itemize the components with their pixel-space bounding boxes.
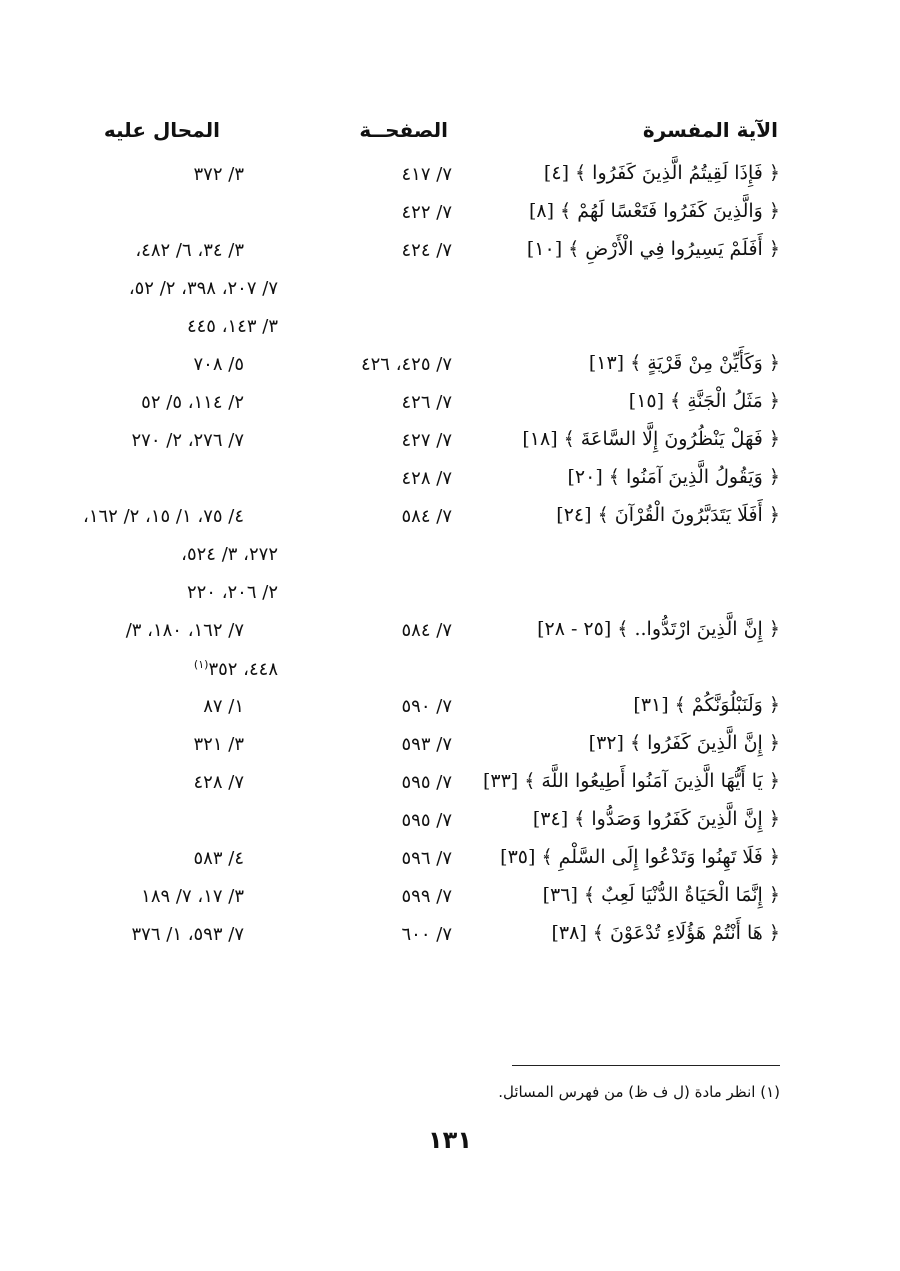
table-row xyxy=(0,880,900,918)
references-cell xyxy=(132,430,245,451)
references-text: ٧/ ٢٧٦، ٢/ ٢٧٠ xyxy=(131,430,244,451)
verse-cell: ﴿ أَفَلَا يَتَدَبَّرُونَ الْقُرْآنَ ﴾ [٢٤] xyxy=(556,504,780,526)
references-text: ٢/ ١١٤، ٥/ ٥٢ xyxy=(141,392,244,413)
references-cell xyxy=(132,924,245,945)
table-row-continuation xyxy=(0,310,900,348)
page-cell: ٧/ ٥٩٠ xyxy=(401,696,452,717)
page-cell: ٧/ ٤٢٧ xyxy=(401,430,452,451)
references-cell xyxy=(194,658,278,680)
references-text: ٧/ ١٦٢، ١٨٠، ٣/ xyxy=(125,620,244,641)
table-row xyxy=(0,766,900,804)
verse-cell: ﴿ أَفَلَمْ يَسِيرُوا فِي الْأَرْضِ ﴾ [١٠] xyxy=(526,238,780,260)
page-cell: ٧/ ٥٩٣ xyxy=(401,734,452,755)
references-cell xyxy=(126,620,244,641)
header-references: المحال عليه xyxy=(103,118,220,142)
footnote-marker: (١) xyxy=(193,658,209,671)
references-text: ٥/ ٧٠٨ xyxy=(193,354,244,375)
page-cell: ٧/ ٥٩٦ xyxy=(401,848,452,869)
page-number: ١٣١ xyxy=(428,1126,472,1154)
header-page: الصفحــة xyxy=(359,118,448,142)
page-cell: ٧/ ٤١٧ xyxy=(401,164,452,185)
table-row xyxy=(0,196,900,234)
verse-cell: ﴿ إِنَّمَا الْحَيَاةُ الدُّنْيَا لَعِبٌ ﴾ [٣٦] xyxy=(542,884,780,906)
references-text: ٣/ ٣٧٢ xyxy=(193,164,244,185)
references-text: ٣/ ٣٢١ xyxy=(193,734,244,755)
references-text: ٤٤٨، ٣٥٢ xyxy=(208,659,278,680)
table-row-continuation xyxy=(0,538,900,576)
references-cell xyxy=(187,316,278,337)
references-cell xyxy=(181,544,278,565)
references-text: ٧/ ٢٠٧، ٣٩٨، ٢/ ٥٢، xyxy=(128,278,278,299)
page-cell: ٧/ ٥٩٥ xyxy=(401,810,452,831)
table-row xyxy=(0,614,900,652)
table-row xyxy=(0,158,900,196)
page-cell: ٧/ ٤٢٥، ٤٢٦ xyxy=(360,354,452,375)
references-cell xyxy=(194,772,244,793)
page-cell: ٧/ ٥٩٥ xyxy=(401,772,452,793)
verse-cell: ﴿ وَلَنَبْلُوَنَّكُمْ ﴾ [٣١] xyxy=(633,694,780,716)
table-row xyxy=(0,462,900,500)
table-row-continuation xyxy=(0,652,900,690)
page-cell: ٧/ ٤٢٢ xyxy=(401,202,452,223)
references-cell xyxy=(129,278,278,299)
verse-cell: ﴿ إِنَّ الَّذِينَ كَفَرُوا وَصَدُّوا ﴾ [٣٤] xyxy=(532,808,780,830)
table-row xyxy=(0,690,900,728)
references-text: ٧/ ٥٩٣، ١/ ٣٧٦ xyxy=(131,924,244,945)
references-cell xyxy=(194,164,244,185)
table-row xyxy=(0,386,900,424)
references-text: ٢٧٢، ٣/ ٥٢٤، xyxy=(181,544,278,565)
references-cell xyxy=(83,506,244,527)
table-row-continuation xyxy=(0,272,900,310)
page-cell: ٧/ ٤٢٤ xyxy=(401,240,452,261)
verse-cell: ﴿ وَيَقُولُ الَّذِينَ آمَنُوا ﴾ [٢٠] xyxy=(567,466,780,488)
page-cell: ٧/ ٥٨٤ xyxy=(401,506,452,527)
table-header xyxy=(0,112,900,152)
references-cell xyxy=(141,886,244,907)
page-cell: ٧/ ٦٠٠ xyxy=(401,924,452,945)
references-text: ٤/ ٧٥، ١/ ١٥، ٢/ ١٦٢، xyxy=(83,506,244,527)
table-row-continuation xyxy=(0,576,900,614)
references-cell xyxy=(194,848,244,869)
table-row xyxy=(0,348,900,386)
references-text: ٢/ ٢٠٦، ٢٢٠ xyxy=(186,582,278,603)
verse-cell: ﴿ فَإِذَا لَقِيتُمُ الَّذِينَ كَفَرُوا ﴾ [٤] xyxy=(543,162,780,184)
references-cell xyxy=(187,582,278,603)
table-row xyxy=(0,728,900,766)
verse-cell: ﴿ وَالَّذِينَ كَفَرُوا فَتَعْسًا لَهُمْ ﴾ [٨] xyxy=(528,200,780,222)
verse-cell: ﴿ مَثَلُ الْجَنَّةِ ﴾ [١٥] xyxy=(628,390,780,412)
verse-cell: ﴿ فَلَا تَهِنُوا وَتَدْعُوا إِلَى السَّلْمِ ﴾ [٣٥] xyxy=(500,846,780,868)
table-row xyxy=(0,500,900,538)
page-cell: ٧/ ٥٩٩ xyxy=(401,886,452,907)
table-row xyxy=(0,424,900,462)
verse-cell: ﴿ إِنَّ الَّذِينَ ارْتَدُّوا.. ﴾ [٢٥ - ٢٨] xyxy=(537,618,780,640)
page-cell: ٧/ ٤٢٦ xyxy=(401,392,452,413)
page-cell: ٧/ ٤٢٨ xyxy=(401,468,452,489)
verse-cell: ﴿ وَكَأَيِّنْ مِنْ قَرْيَةٍ ﴾ [١٣] xyxy=(588,352,780,374)
page-cell: ٧/ ٥٨٤ xyxy=(401,620,452,641)
table-row xyxy=(0,842,900,880)
verse-cell: ﴿ هَا أَنْتُمْ هَؤُلَاءِ تُدْعَوْنَ ﴾ [٣٨] xyxy=(551,922,780,944)
verse-cell: ﴿ إِنَّ الَّذِينَ كَفَرُوا ﴾ [٣٢] xyxy=(588,732,780,754)
references-text: ١/ ٨٧ xyxy=(203,696,244,717)
references-text: ٧/ ٤٢٨ xyxy=(193,772,244,793)
footnote-divider xyxy=(512,1065,780,1066)
references-text: ٣/ ٣٤، ٦/ ٤٨٢، xyxy=(135,240,244,261)
references-text: ٣/ ١٧، ٧/ ١٨٩ xyxy=(141,886,244,907)
references-cell xyxy=(194,734,244,755)
table-row xyxy=(0,918,900,956)
table-row xyxy=(0,804,900,842)
verse-cell: ﴿ يَا أَيُّهَا الَّذِينَ آمَنُوا أَطِيعُوا اللَّهَ ﴾ [٣٣] xyxy=(482,770,780,792)
index-table xyxy=(0,158,900,956)
footnote: (١) انظر مادة (ل ف ظ) من فهرس المسائل. xyxy=(498,1083,780,1101)
header-verse: الآية المفسرة xyxy=(642,118,778,142)
references-cell xyxy=(194,354,244,375)
references-text: ٤/ ٥٨٣ xyxy=(193,848,244,869)
references-text: ٣/ ١٤٣، ٤٤٥ xyxy=(186,316,278,337)
verse-cell: ﴿ فَهَلْ يَنْظُرُونَ إِلَّا السَّاعَةَ ﴾ [١٨] xyxy=(522,428,780,450)
references-cell xyxy=(141,392,244,413)
references-cell xyxy=(203,696,244,717)
references-cell xyxy=(135,240,244,261)
table-row xyxy=(0,234,900,272)
